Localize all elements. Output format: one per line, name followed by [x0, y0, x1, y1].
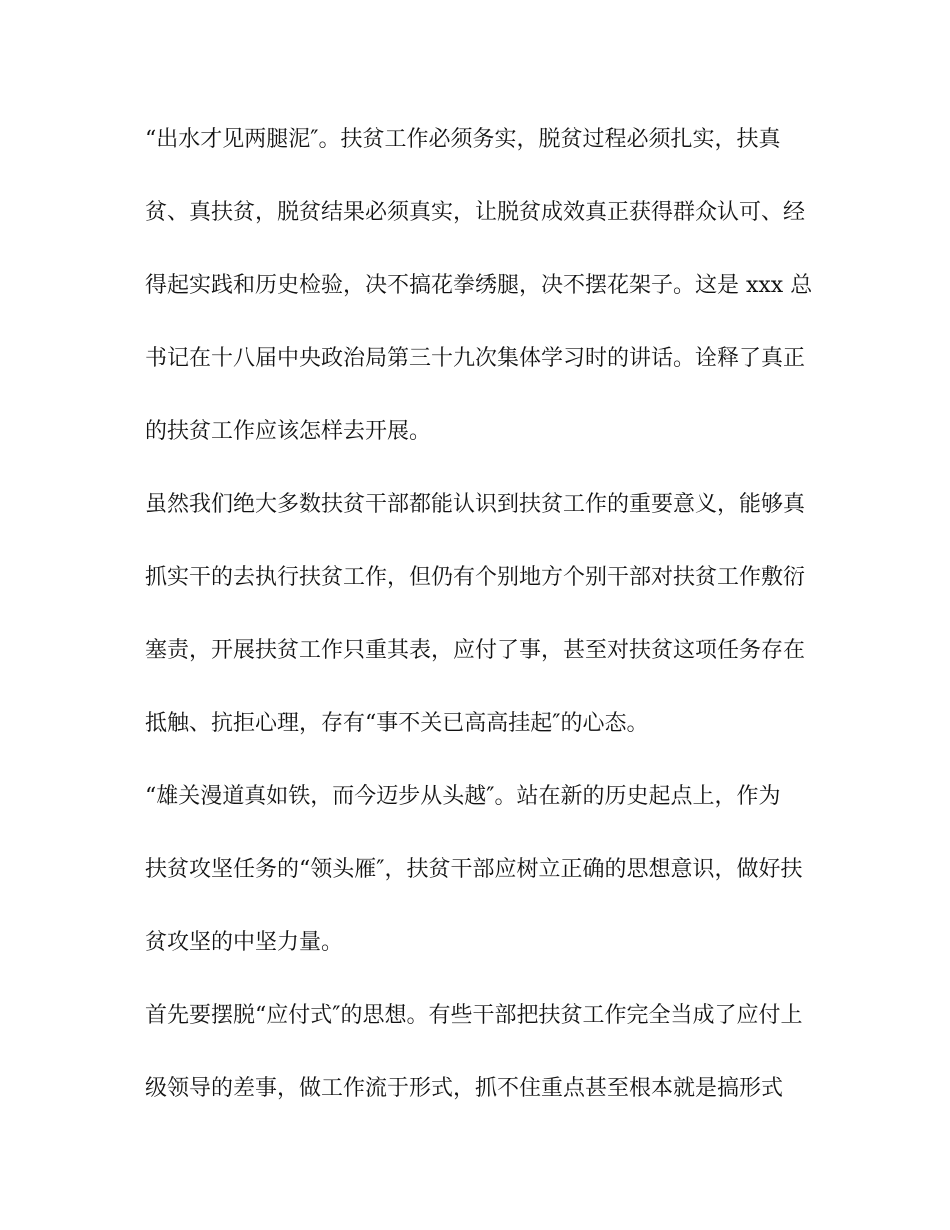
text-line: 的扶贫工作应该怎样去开展。: [145, 419, 432, 444]
text-line: 贫攻坚的中坚力量。: [145, 930, 344, 955]
text-line: 得起实践和历史检验，决不搞花拳绣腿，决不摆花架子。这是 xxx 总: [145, 273, 813, 298]
text-line: 级领导的差事，做工作流于形式，抓不住重点甚至根本就是搞形式: [145, 1076, 784, 1101]
text-line: 扶贫攻坚任务的“领头雁″，扶贫干部应树立正确的思想意识，做好扶: [145, 857, 803, 882]
text-line: 抓实干的去执行扶贫工作，但仍有个别地方个别干部对扶贫工作敷衍: [145, 565, 806, 590]
text-line: 抵触、抗拒心理，存有“事不关已高高挂起″的心态。: [145, 711, 649, 736]
body-text: [145, 118, 815, 1140]
text-line: “出水才见两腿泥″。扶贫工作必须务实，脱贫过程必须扎实，扶真: [145, 127, 781, 152]
text-line: “雄关漫道真如铁，而今迈步从头越″。站在新的历史起点上，作为: [145, 784, 781, 809]
text-line: 书记在十八届中央政治局第三十九次集体学习时的讲话。诠释了真正: [145, 346, 806, 371]
text-line: 贫、真扶贫，脱贫结果必须真实，让脱贫成效真正获得群众认可、经: [145, 200, 806, 225]
text-line: 首先要摆脱“应付式″的思想。有些干部把扶贫工作完全当成了应付上: [145, 1003, 803, 1028]
text-line: 塞责，开展扶贫工作只重其表，应付了事，甚至对扶贫这项任务存在: [145, 638, 806, 663]
text-line: 虽然我们绝大多数扶贫干部都能认识到扶贫工作的重要意义，能够真: [145, 492, 806, 517]
